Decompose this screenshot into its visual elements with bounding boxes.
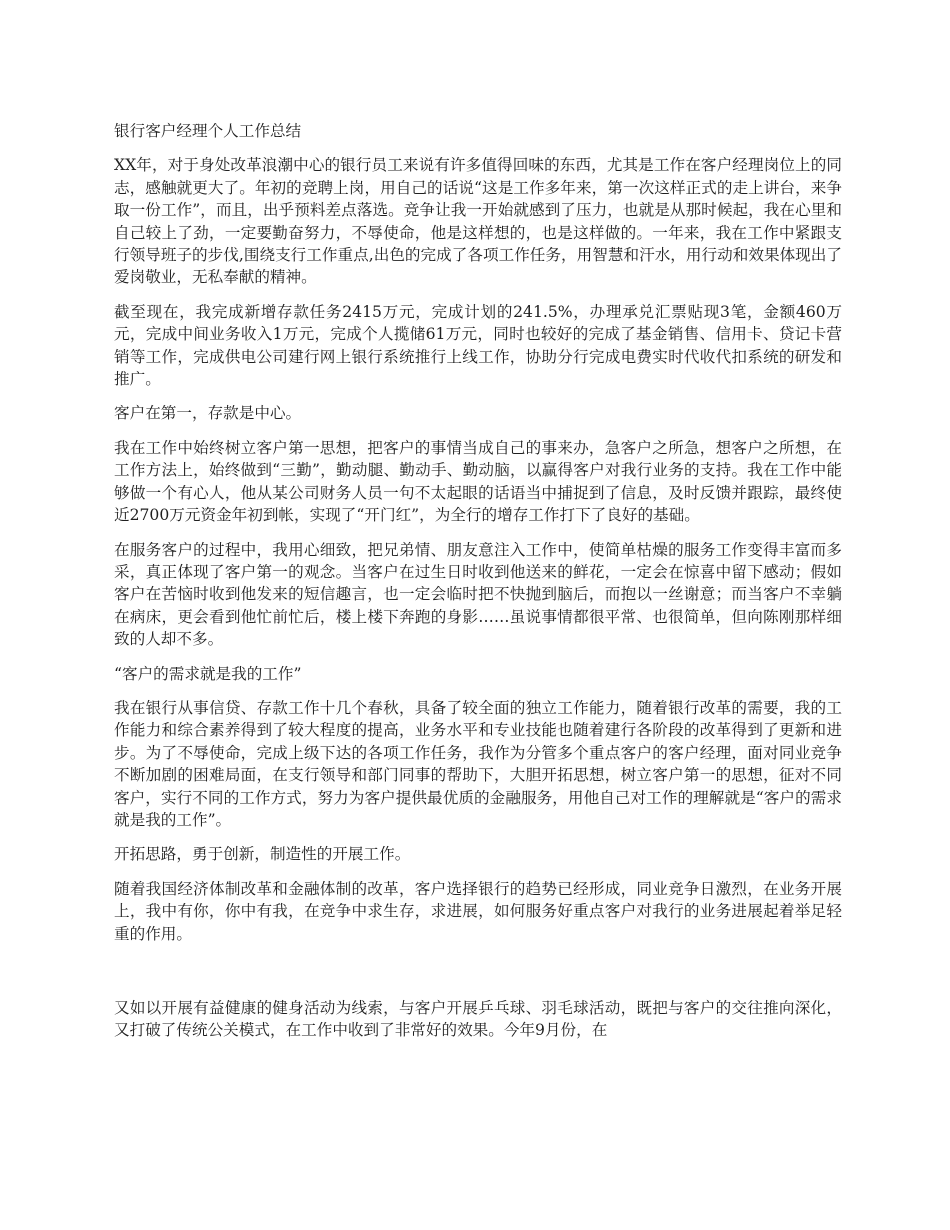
paragraph-results: 截至现在，我完成新增存款任务2415万元，完成计划的241.5%，办理承兑汇票贴现3笔，金额460万元，完成中间业务收入1万元，完成个人揽储61万元，同时也较好的完成了基金销售、信用卡、贷记卡营销等工作，完成供电公司建行网上银行系统推行上线工作，协助分行完成电费实时代收代扣系统的研发和推广。: [114, 302, 842, 389]
paragraph-intro: XX年，对于身处改革浪潮中心的银行员工来说有许多值得回味的东西，尤其是工作在客户经理岗位上的同志，感触就更大了。年初的竞聘上岗，用自己的话说“这是工作多年来，第一次这样正式的走上讲台，来争取一份工作”，而且，出乎预料差点落选。竞争让我一开始就感到了压力，也就是从那时候起，我在心里和自己较上了劲，一定要勤奋努力，不辱使命，他是这样想的，也是这样做的。一年来，我在工作中紧跟支行领导班子的步伐,围绕支行工作重点,出色的完成了各项工作任务，用智慧和汗水，用行动和效果体现出了爱岗敬业，无私奉献的精神。: [114, 156, 842, 287]
paragraph-fitness-activities: 又如以开展有益健康的健身活动为线索，与客户开展乒乓球、羽毛球活动，既把与客户的交往推向深化，又打破了传统公关模式，在工作中收到了非常好的效果。今年9月份，在: [114, 999, 842, 1040]
paragraph-customer-first: 我在工作中始终树立客户第一思想，把客户的事情当成自己的事来办，急客户之所急，想客户之所想，在工作方法上，始终做到“三勤”，勤动腿、勤动手、勤动脑，以赢得客户对我行业务的支持。我在工作中能够做一个有心人，他从某公司财务人员一句不太起眼的话语当中捕捉到了信息，及时反馈并跟踪，最终使近2700万元资金年初到帐，实现了“开门红”，为全行的增存工作打下了良好的基础。: [114, 438, 842, 525]
paragraph-innovation: 随着我国经济体制改革和金融体制的改革，客户选择银行的趋势已经形成，同业竞争日激烈，在业务开展上，我中有你，你中有我，在竞争中求生存，求进展，如何服务好重点客户对我行的业务进展起着举足轻重的作用。: [114, 879, 842, 943]
section-heading-customer-first: 客户在第一，存款是中心。: [114, 404, 302, 423]
paragraph-customer-needs: 我在银行从事信贷、存款工作十几个春秋，具备了较全面的独立工作能力，随着银行改革的需要，我的工作能力和综合素养得到了较大程度的提高，业务水平和专业技能也随着建行各阶段的改革得到了更新和进步。为了不辱使命，完成上级下达的各项工作任务，我作为分管多个重点客户的客户经理，面对同业竞争不断加剧的困难局面，在支行领导和部门同事的帮助下，大胆开拓思想，树立客户第一的思想，征对不同客户，实行不同的工作方式，努力为客户提供最优质的金融服务，用他自己对工作的理解就是“客户的需求就是我的工作”。: [114, 698, 842, 829]
document-page: [114, 120, 842, 1054]
paragraph-service: 在服务客户的过程中，我用心细致，把兄弟情、朋友意注入工作中，使简单枯燥的服务工作变得丰富而多采，真正体现了客户第一的观念。当客户在过生日时收到他送来的鲜花，一定会在惊喜中留下感动；假如客户在苦恼时收到他发来的短信趣言，也一定会临时把不快抛到脑后，而抱以一丝谢意；而当客户不幸躺在病床，更会看到他忙前忙后，楼上楼下奔跑的身影……虽说事情都很平常、也很简单，但向陈刚那样细致的人却不多。: [114, 540, 842, 649]
document-title: 银行客户经理个人工作总结: [114, 122, 302, 140]
section-heading-customer-needs: “客户的需求就是我的工作”: [114, 664, 302, 683]
section-heading-innovation: 开拓思路，勇于创新，制造性的开展工作。: [114, 845, 411, 864]
